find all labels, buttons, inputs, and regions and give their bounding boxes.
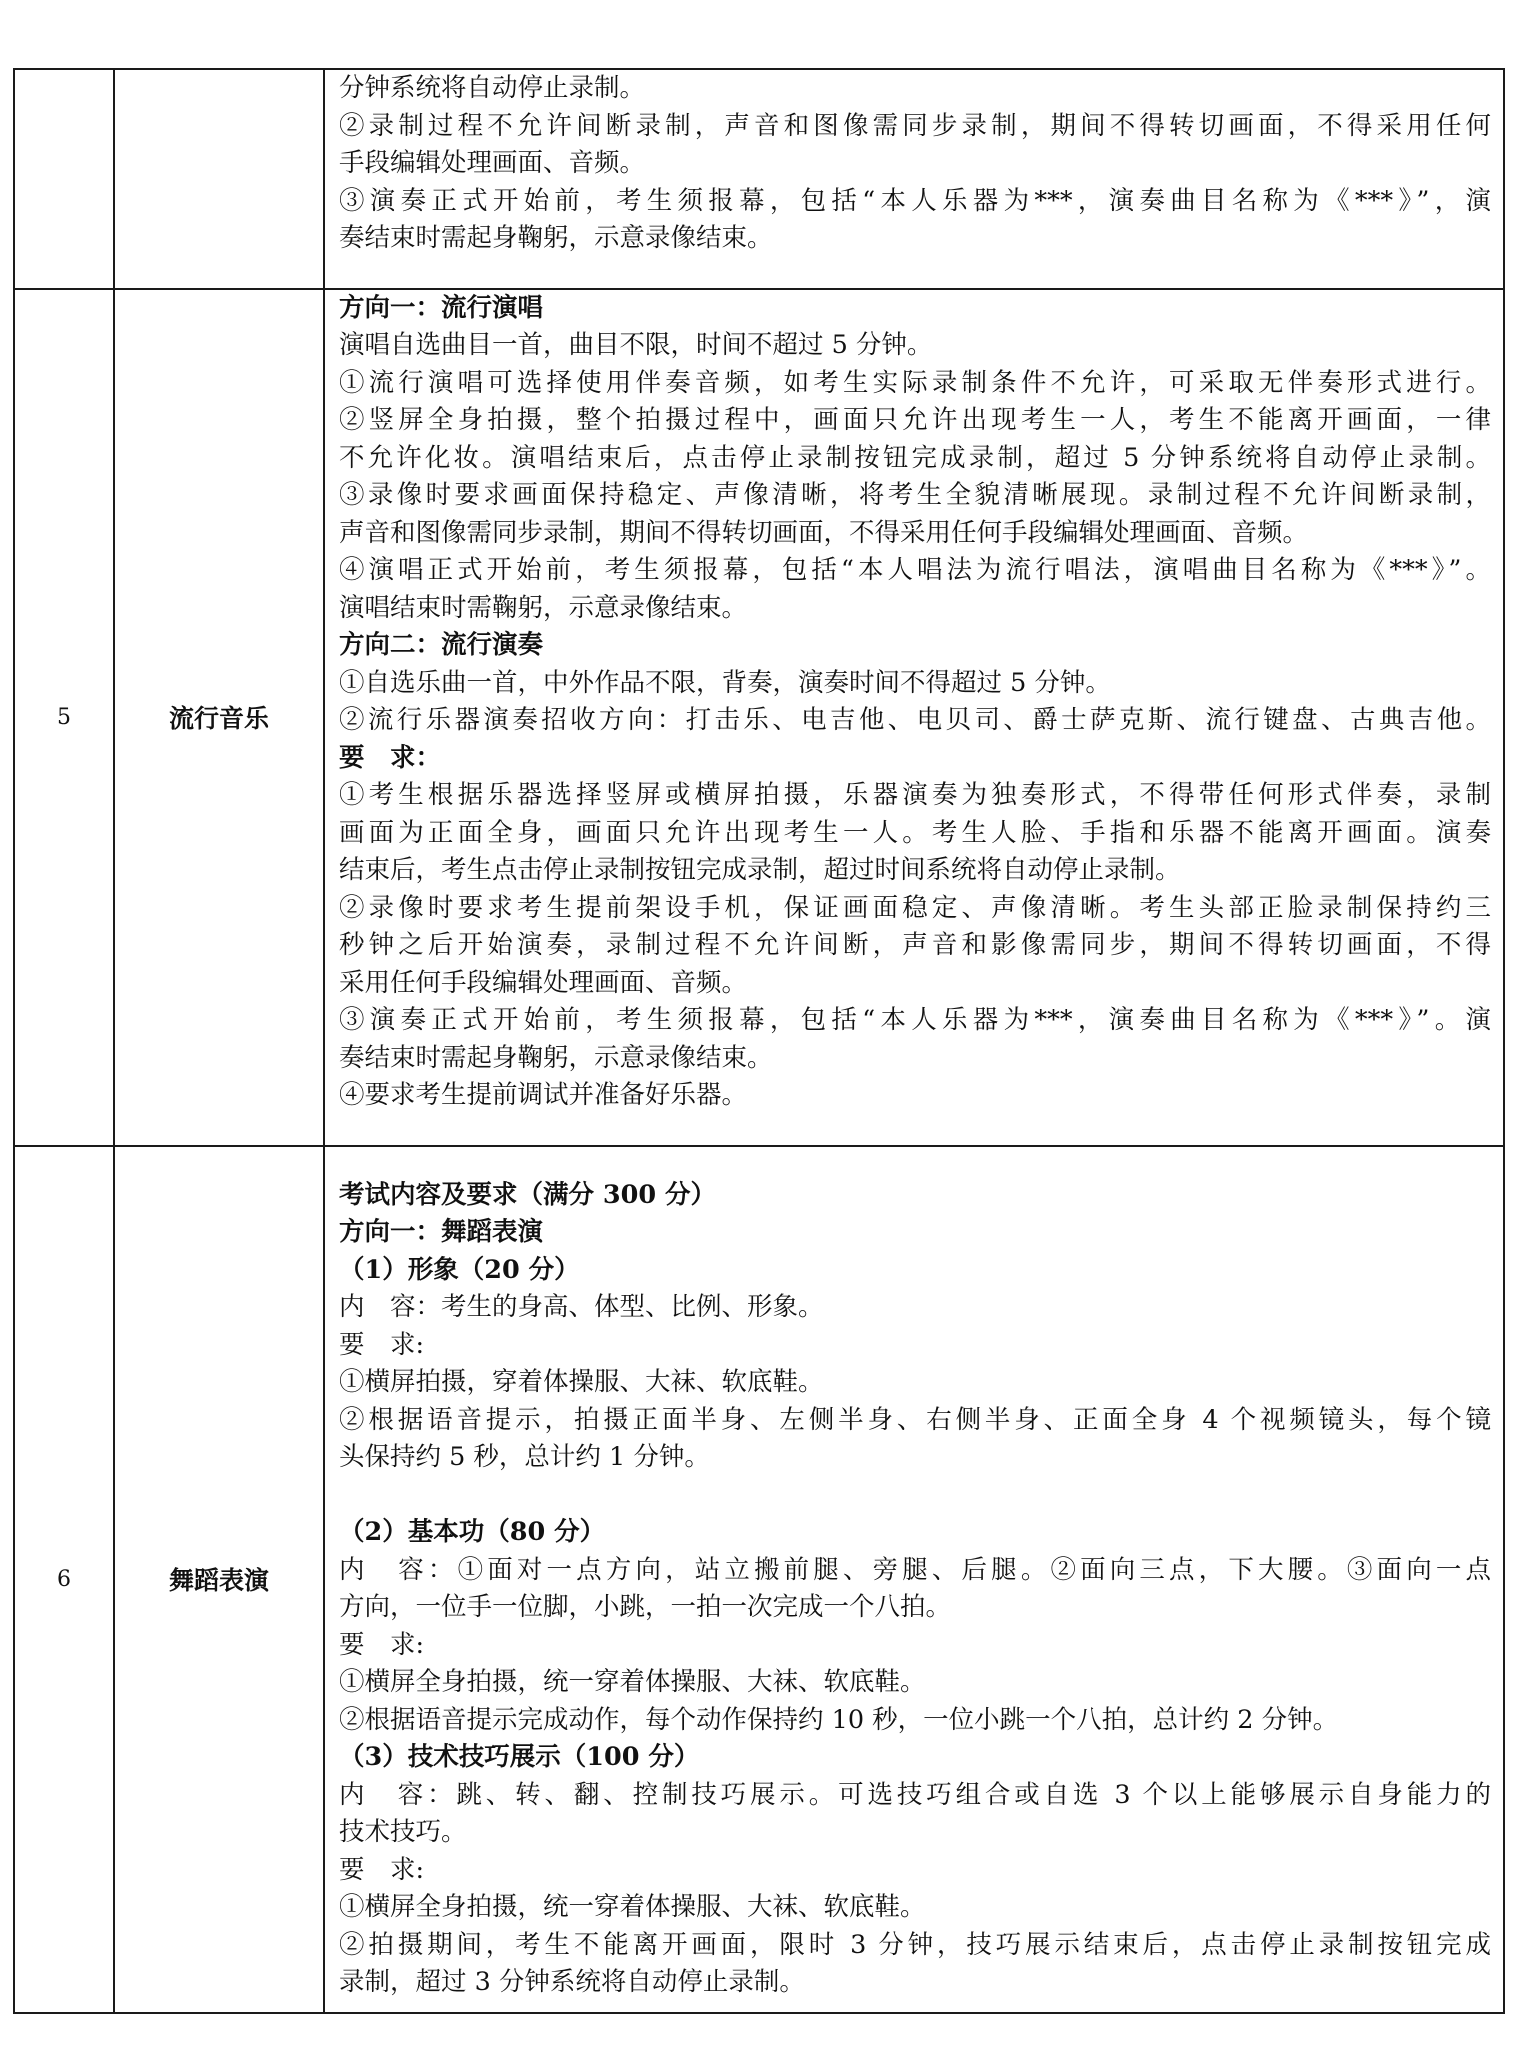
content-line: ①流行演唱可选择使用伴奏音频，如考生实际录制条件不允许，可采取无伴奏形式进行。	[339, 367, 1491, 398]
requirements-table	[13, 68, 1505, 2014]
content-line: ④演唱正式开始前，考生须报幕，包括“本人唱法为流行唱法，演唱曲目名称为《***》”。	[339, 555, 1491, 585]
row-number: 6	[14, 1146, 114, 2013]
content-line: 奏结束时需起身鞠躬，示意录像结束。	[339, 223, 773, 253]
content-line: 结束后，考生点击停止录制按钮完成录制，超过时间系统将自动停止录制。	[339, 855, 1181, 885]
content-line: ③录像时要求画面保持稳定、声像清晰，将考生全貌清晰展现。录制过程不允许间断录制，	[339, 480, 1491, 510]
row-category: 流行音乐	[114, 289, 324, 1146]
content-line: ①横屏全身拍摄，统一穿着体操服、大袜、软底鞋。	[339, 1667, 926, 1697]
content-line: 内 容：跳、转、翻、控制技巧展示。可选技巧组合或自选 3 个以上能够展示自身能力的	[339, 1779, 1491, 1810]
content-line: 要 求:	[339, 1329, 425, 1360]
content-line: ①自选乐曲一首，中外作品不限，背奏，演奏时间不得超过 5 分钟。	[339, 667, 1111, 698]
content-line: 方向，一位手一位脚，小跳，一拍一次完成一个八拍。	[339, 1592, 952, 1622]
table-row	[14, 1146, 1504, 2013]
subsection-heading: （1）形象（20 分）	[339, 1254, 580, 1285]
row-category	[114, 69, 324, 289]
content-line: 演唱结束时需鞠躬，示意录像结束。	[339, 592, 748, 623]
section-heading: 方向一：舞蹈表演	[339, 1217, 544, 1247]
content-line: ③演奏正式开始前，考生须报幕，包括“本人乐器为***，演奏曲目名称为《***》”。演	[339, 1005, 1491, 1035]
content-line: ②录像时要求考生提前架设手机，保证画面稳定、声像清晰。考生头部正脸录制保持约三	[339, 892, 1491, 923]
content-line: 录制，超过 3 分钟系统将自动停止录制。	[339, 1967, 805, 1997]
table-row	[14, 69, 1504, 289]
row-category: 舞蹈表演	[114, 1146, 324, 2013]
content-line: ①横屏拍摄，穿着体操服、大袜、软底鞋。	[339, 1367, 824, 1397]
section-heading: 方向二：流行演奏	[339, 630, 544, 660]
subsection-heading: （3）技术技巧展示（100 分）	[339, 1742, 700, 1772]
row-content	[324, 289, 1504, 1146]
requirements-heading: 要 求：	[339, 742, 442, 773]
blank-line	[339, 1477, 1491, 1515]
content-line: 内 容：①面对一点方向，站立搬前腿、旁腿、后腿。②面向三点，下大腰。③面向一点	[339, 1554, 1491, 1585]
content-line: ③演奏正式开始前，考生须报幕，包括“本人乐器为***，演奏曲目名称为《***》”，演	[339, 185, 1491, 216]
content-line: ①横屏全身拍摄，统一穿着体操服、大袜、软底鞋。	[339, 1892, 926, 1922]
section-heading: 方向一：流行演唱	[339, 292, 544, 323]
content-line: ①考生根据乐器选择竖屏或横屏拍摄，乐器演奏为独奏形式，不得带任何形式伴奏，录制	[339, 780, 1491, 810]
content-line: 采用任何手段编辑处理画面、音频。	[339, 967, 748, 998]
content-line: ②流行乐器演奏招收方向：打击乐、电吉他、电贝司、爵士萨克斯、流行键盘、古典吉他。	[339, 705, 1491, 735]
content-line: 分钟系统将自动停止录制。	[339, 73, 646, 103]
content-line: ④要求考生提前调试并准备好乐器。	[339, 1080, 748, 1110]
row-content	[324, 69, 1504, 289]
content-line: 头保持约 5 秒，总计约 1 分钟。	[339, 1442, 710, 1472]
content-line: 秒钟之后开始演奏，录制过程不允许间断，声音和影像需同步，期间不得转切画面，不得	[339, 930, 1491, 960]
content-line: 演唱自选曲目一首，曲目不限，时间不超过 5 分钟。	[339, 330, 933, 360]
content-line: ②拍摄期间，考生不能离开画面，限时 3 分钟，技巧展示结束后，点击停止录制按钮完成	[339, 1929, 1491, 1960]
content-line: 手段编辑处理画面、音频。	[339, 148, 646, 178]
content-line: 技术技巧。	[339, 1817, 467, 1847]
content-line: 要 求:	[339, 1629, 425, 1660]
row-content	[324, 1146, 1504, 2013]
table-row	[14, 289, 1504, 1146]
content-line: 画面为正面全身，画面只允许出现考生一人。考生人脸、手指和乐器不能离开画面。演奏	[339, 817, 1491, 848]
subsection-heading: （2）基本功（80 分）	[339, 1517, 606, 1547]
content-line: ②根据语音提示，拍摄正面半身、左侧半身、右侧半身、正面全身 4 个视频镜头，每个镜	[339, 1404, 1491, 1435]
row-number	[14, 69, 114, 289]
content-line: ②录制过程不允许间断录制，声音和图像需同步录制，期间不得转切画面，不得采用任何	[339, 110, 1491, 141]
content-line: 不允许化妆。演唱结束后，点击停止录制按钮完成录制，超过 5 分钟系统将自动停止录制。	[339, 442, 1491, 473]
section-heading: 考试内容及要求（满分 300 分）	[339, 1179, 716, 1210]
content-line: 声音和图像需同步录制，期间不得转切画面，不得采用任何手段编辑处理画面、音频。	[339, 517, 1309, 548]
content-line: 要 求:	[339, 1854, 425, 1885]
content-line: 奏结束时需起身鞠躬，示意录像结束。	[339, 1042, 773, 1073]
content-line: ②根据语音提示完成动作，每个动作保持约 10 秒，一位小跳一个八拍，总计约 2 分钟。	[339, 1704, 1339, 1735]
content-line: 内 容：考生的身高、体型、比例、形象。	[339, 1292, 824, 1322]
content-line: ②竖屏全身拍摄，整个拍摄过程中，画面只允许出现考生一人，考生不能离开画面，一律	[339, 405, 1491, 435]
row-number: 5	[14, 289, 114, 1146]
